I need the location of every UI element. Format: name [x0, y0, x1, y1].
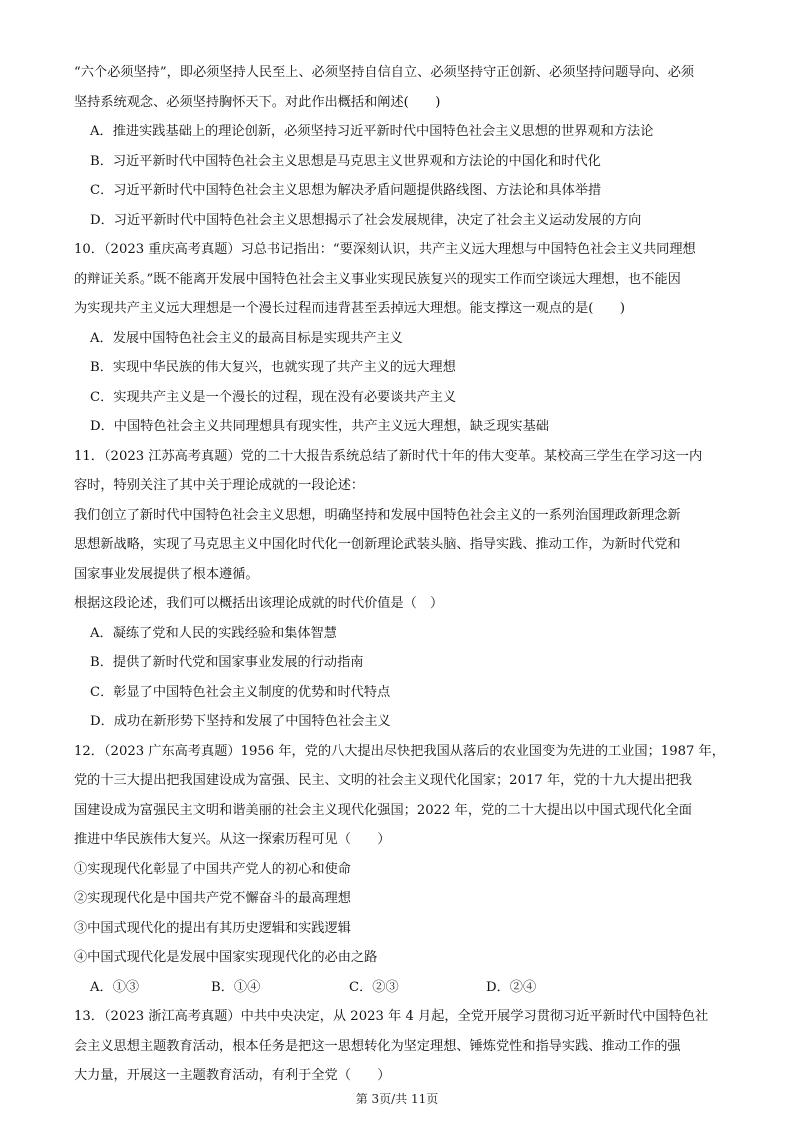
- option-d: D．中国特色社会主义共同理想具有现实性，共产主义远大理想，缺乏现实基础: [90, 419, 549, 434]
- question-stem-line: 13．（2023 浙江高考真题）中共中央决定，从 2023 年 4 月起，全党开展学习贯彻习近平新时代中国特色社: [74, 1009, 709, 1024]
- question-stem-line: 会主义思想主题教育活动，根本任务是把这一思想转化为坚定理想、锤炼党性和指导实践、推动工作的强: [74, 1038, 681, 1054]
- statement-2: ②实现现代化是中国共产党不懈奋斗的最高理想: [74, 891, 351, 906]
- choice-b: B．①④: [211, 979, 261, 995]
- choice-c: C．②③: [349, 979, 399, 995]
- question-stem-line: 容时，特别关注了其中关于理论成就的一段论述：: [74, 478, 365, 493]
- question-11: [74, 442, 734, 737]
- option-d: D．成功在新形势下坚持和发展了中国特色社会主义: [90, 714, 391, 729]
- option-c: C．彰显了中国特色社会主义制度的优势和时代特点: [90, 684, 391, 700]
- option-a: A．推进实践基础上的理论创新，必须坚持习近平新时代中国特色社会主义思想的世界观和方法论: [90, 124, 654, 139]
- question-stem-line: 为实现共产主义远大理想是一个漫长过程而违背甚至丢掉远大理想。能支撑这一观点的是( ): [74, 301, 625, 316]
- question-stem-line: 推进中华民族伟大复兴。从这一探索历程可见（ ）: [74, 832, 391, 847]
- question-10: [74, 235, 734, 442]
- question-stem-line: 党的十三大提出把我国建设成为富强、民主、文明的社会主义现代化国家；2017 年，党的十九大提出把我: [74, 773, 692, 788]
- question-9: [74, 58, 734, 235]
- question-stem-line: 的辩证关系。”既不能离开发展中国特色社会主义事业实现民族复兴的现实工作而空谈远大理想，也不能因: [74, 271, 681, 287]
- choice-a: A．①③: [90, 979, 140, 995]
- page-number-footer: 第 3页/共 11页: [355, 1092, 439, 1106]
- question-stem-line: 国建设成为富强民主文明和谐美丽的社会主义现代化强国；2022 年，党的二十大提出以中国式现代化全面: [74, 802, 692, 818]
- quoted-passage-line: 思想新战略，实现了马克思主义中国化时代化一创新理论武装头脑、指导实践、推动工作，为新时代党和: [74, 537, 681, 552]
- question-stem-line: 大力量，开展这一主题教育活动，有利于全党（ ）: [74, 1068, 391, 1083]
- question-stem-line: 11．（2023 江苏高考真题）党的二十大报告系统总结了新时代十年的伟大变革。某校高三学生在学习这一内: [74, 448, 703, 464]
- option-d: D．习近平新时代中国特色社会主义思想揭示了社会发展规律，决定了社会主义运动发展的方向: [90, 212, 642, 228]
- option-a: A．发展中国特色社会主义的最高目标是实现共产主义: [90, 330, 403, 346]
- question-prompt-line: 根据这段论述，我们可以概括出该理论成就的时代价值是（ ）: [74, 596, 444, 611]
- option-b: B．实现中华民族的伟大复兴，也就实现了共产主义的远大理想: [90, 360, 456, 375]
- statement-3: ③中国式现代化的提出有其历史逻辑和实践逻辑: [74, 920, 351, 936]
- option-c: C．习近平新时代中国特色社会主义思想为解决矛盾问题提供路线图、方法论和具体举措: [90, 183, 602, 198]
- quoted-passage-line: 我们创立了新时代中国特色社会主义思想，明确坚持和发展中国特色社会主义的一系列治国理政新理念新: [74, 507, 681, 523]
- option-c: C．实现共产主义是一个漫长的过程，现在没有必要谈共产主义: [90, 389, 457, 405]
- option-a: A．凝练了党和人民的实践经验和集体智慧: [90, 625, 337, 641]
- question-13: [74, 1002, 734, 1091]
- choice-d: D．②④: [486, 979, 537, 995]
- question-stem-line: 10．（2023 重庆高考真题）习总书记指出：“要深刻认识，共产主义远大理想与中国特色社会主义共同理想: [74, 242, 696, 257]
- question-12: [74, 737, 734, 1003]
- statement-1: ①实现现代化彰显了中国共产党人的初心和使命: [74, 861, 351, 877]
- statement-4: ④中国式现代化是发展中国家实现现代化的必由之路: [74, 950, 378, 965]
- exam-page-content: [74, 58, 734, 1091]
- option-b: B．习近平新时代中国特色社会主义思想是马克思主义世界观和方法论的中国化和时代化: [90, 153, 601, 169]
- question-stem-line: 12．（2023 广东高考真题）1956 年，党的八大提出尽快把我国从落后的农业国变为先进的工业国；1987 年，: [74, 743, 725, 759]
- option-b: B．提供了新时代党和国家事业发展的行动指南: [90, 655, 364, 670]
- quoted-passage-line: 国家事业发展提供了根本遵循。: [74, 566, 259, 582]
- question-stem-line: 坚持系统观念、必须坚持胸怀天下。对此作出概括和阐述( ): [74, 94, 441, 110]
- question-stem-line: “六个必须坚持”，即必须坚持人民至上、必须坚持自信自立、必须坚持守正创新、必须坚持问题导向、必须: [74, 65, 695, 80]
- choice-row: [74, 973, 734, 1003]
